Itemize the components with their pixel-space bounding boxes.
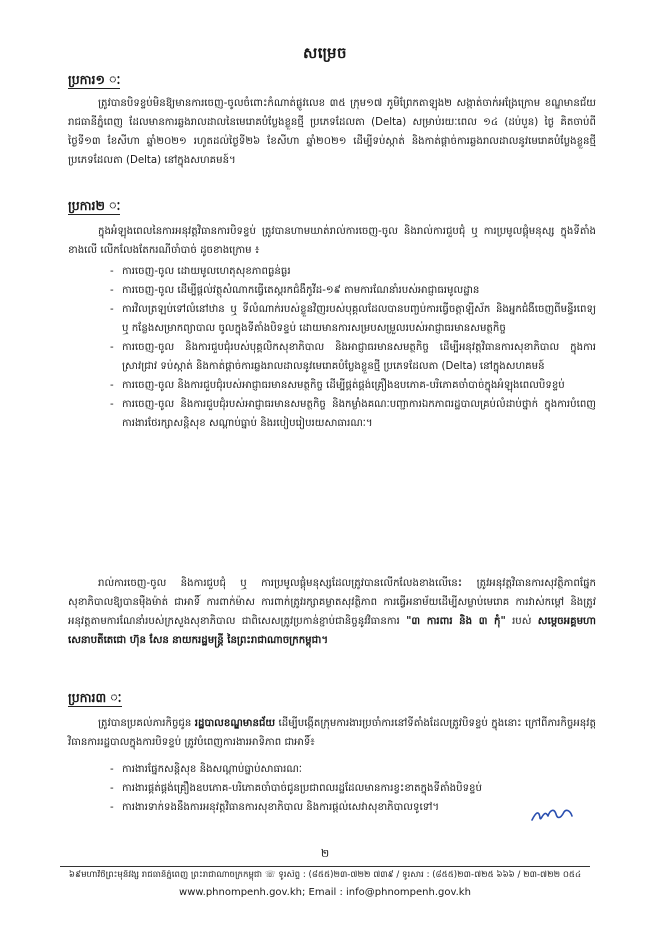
- email-link[interactable]: info@phnompenh.gov.kh: [346, 887, 471, 898]
- initials-signature: [530, 804, 574, 826]
- website-link[interactable]: www.phnompenh.gov.kh: [179, 887, 302, 898]
- prime-minister-title: នាយករដ្ឋមន្ត្រី នៃព្រះរាជាណាចក្រកម្ពុជា។: [172, 635, 329, 646]
- district-administration-name: រដ្ឋបាលខណ្ឌមានជ័យ: [194, 718, 276, 729]
- list-item: - ការវិលត្រឡប់ទៅលំនៅឋាន ឬ ទីលំណាក់របស់ខ្លួនវិញរបស់បុគ្គលដែលបានបញ្ចប់ការធ្វើចត្តាឡីស័ក និងអ្នកជំងឺចេញពីមន្ទីរពេទ្យ ឬ កន្លែងសម្រាកព្យាបាល ចូលក្នុងទីតាំងបិទខ្ទប់ ដោយមានការសម្របសម្រួលរបស់អាជ្ញាធរមានសមត្ថកិច្ច: [110, 300, 596, 338]
- article-3-heading: ប្រការ៣ ៈ: [68, 690, 122, 705]
- footer-address: ៦៩មហាវិថីព្រះមុនីវង្ស រាជធានីភ្នំពេញ ព្រះរាជាណាចក្រកម្ពុជា ☏ ទូរស័ព្ទ : (៨៥៥)២៣-៧២២ ៧៣៩ / ទូរសារ : (៨៥៥)២៣-៧២៥ ៦៦៦ / ២៣-៧២២ ០៥៤: [68, 870, 582, 880]
- page-number: ២: [320, 847, 330, 860]
- list-item: - ការចេញ-ចូល និងការជួបជុំរបស់អាជ្ញាធរមានសមត្ថកិច្ច ដើម្បីផ្គត់ផ្គង់គ្រឿងឧបភោគ-បរិភោគចាំបាច់ក្នុងអំឡុងពេលបិទខ្ទប់: [110, 376, 596, 395]
- article-1-paragraph: ត្រូវបានបិទខ្ទប់មិនឱ្យមានការចេញ-ចូលចំពោះកំណាត់ផ្លូវលេខ ៣៥ ក្រុម១៧ ភូមិព្រែកតាឡុង២ សង្កាត់ចាក់អង្រែក្រោម ខណ្ឌមានជ័យ រាជធានីភ្នំពេញ ដែលមានការឆ្លងរាលដាលនៃមេរោគបំប្លែងខ្លួនថ្មី ប្រភេទដែលតា (Delta) សម្រាប់រយៈពេល ១៤ (ដប់បួន) ថ្ងៃ គិតចាប់ពីថ្ងៃទី១៣ ខែសីហា ឆ្នាំ២០២១ រហូតដល់ថ្ងៃទី២៦ ខែសីហា ឆ្នាំ២០២១ ដើម្បីទប់ស្កាត់ និងកាត់ផ្តាច់ការឆ្លងរាលដាលនូវមេរោគបំប្លែងខ្លួនថ្មី ប្រភេទដែលតា (Delta) នៅក្នុងសហគមន៍។: [68, 98, 596, 166]
- page-title: សម្រេច: [302, 44, 348, 62]
- prime-minister-name: សម្តេចអគ្គមហាសេនាបតីតេជោ ហ៊ុន សែន: [68, 616, 596, 646]
- article-3-intro: ត្រូវបានប្រគល់ភារកិច្ចជូន រដ្ឋបាលខណ្ឌមានជ័យ ដើម្បីបង្កើតក្រុមការងារប្រចាំការនៅទីតាំងដែលត្រូវបិទខ្ទប់ ក្នុងនោះ ក្រៅពីភារកិច្ចអនុវត្តវិធានការរដ្ឋបាលក្នុងការបិទខ្ទប់ ត្រូវបំពេញការងារអាទិភាព ជាអាទិ៍៖: [68, 718, 596, 748]
- list-item: - ការចេញ-ចូល និងការជួបជុំរបស់បុគ្គលិកសុខាភិបាល និងអាជ្ញាធរមានសមត្ថកិច្ច ដើម្បីអនុវត្តវិធានការសុខាភិបាល ក្នុងការស្រាវជ្រាវ ទប់ស្កាត់ និងកាត់ផ្តាច់ការឆ្លងរាលដាលនូវមេរោគបំប្លែងខ្លួនថ្មី ប្រភេទដែលតា (Delta) នៅក្នុងសហគមន៍: [110, 338, 596, 376]
- measure-slogan: "៣ ការពារ និង ៣ កុំ": [406, 616, 506, 627]
- list-item: - ការងារទាក់ទងនឹងការអនុវត្តវិធានការសុខាភិបាល និងការផ្តល់សេវាសុខាភិបាលទូទៅ។: [110, 798, 596, 817]
- footer-divider: [60, 866, 590, 867]
- list-item: - ការចេញ-ចូល ដើម្បីផ្តល់វត្ថុសំណាកធ្វើតេស្តរកជំងឺកូវីដ-១៩ តាមការណែនាំរបស់អាជ្ញាធរមូលដ្ឋាន: [110, 281, 596, 300]
- article-2-intro: ក្នុងអំឡុងពេលនៃការអនុវត្តវិធានការបិទខ្ទប់ ត្រូវបានហាមឃាត់រាល់ការចេញ-ចូល និងរាល់ការជួបជុំ ឬ ការប្រមូលផ្តុំមនុស្ស ក្នុងទីតាំងខាងលើ លើកលែងតែករណីចាំបាច់ ដូចខាងក្រោម ៖: [68, 226, 596, 256]
- footer-contact: www.phnompenh.gov.kh; Email : info@phnompenh.gov.kh: [179, 887, 471, 898]
- email-label: Email :: [308, 887, 343, 898]
- list-item: - ការចេញ-ចូល ដោយមូលហេតុសុខភាពធ្ងន់ធ្ងរ: [110, 262, 596, 281]
- list-item: - ការចេញ-ចូល និងការជួបជុំរបស់អាជ្ញាធរមានសមត្ថកិច្ច និងកម្លាំងគណៈបញ្ជាការឯកភាពរដ្ឋបាលគ្រប់លំដាប់ថ្នាក់ ក្នុងការបំពេញការងារថែរក្សាសន្តិសុខ សណ្តាប់ធ្នាប់ និងរបៀបរៀបរយសាធារណៈ។: [110, 395, 596, 433]
- article-2-closing: រាល់ការចេញ-ចូល និងការជួបជុំ ឬ ការប្រមូលផ្តុំមនុស្សដែលត្រូវបានលើកលែងខាងលើនេះ ត្រូវអនុវត្តវិធានការសុវត្ថិភាពផ្នែកសុខាភិបាលឱ្យបានម៉ឺងម៉ាត់ ជាអាទិ៍ ការពាក់ម៉ាស ការពាក់ត្រូវរក្សាគម្លាតសុវត្ថិភាព ការធ្វើអនាម័យដើម្បីសម្លាប់មេរោគ ការវាស់កម្តៅ និងត្រូវអនុវត្តតាមការណែនាំរបស់ក្រសួងសុខាភិបាល ជាពិសេសត្រូវប្រកាន់ខ្ជាប់ជានិច្ចនូវវិធានការ "៣ ការពារ និង ៣ កុំ" របស់ សម្តេចអគ្គមហាសេនាបតីតេជោ ហ៊ុន សែន នាយករដ្ឋមន្ត្រី នៃព្រះរាជាណាចក្រកម្ពុជា។: [68, 578, 596, 646]
- article-2-exceptions-list: [110, 262, 596, 433]
- article-2-heading: ប្រការ២ ៈ: [68, 198, 121, 213]
- list-item: - ការងារផ្នែកសន្តិសុខ និងសណ្តាប់ធ្នាប់សាធារណៈ: [110, 760, 596, 779]
- list-item: - ការងារផ្គត់ផ្គង់គ្រឿងឧបភោគ-បរិភោគចាំបាច់ជូនប្រជាពលរដ្ឋដែលមានការខ្វះខាតក្នុងទីតាំងបិទខ្ទប់: [110, 779, 596, 798]
- article-3-tasks-list: [110, 760, 596, 817]
- article-1-heading: ប្រការ១ ៈ: [68, 72, 121, 87]
